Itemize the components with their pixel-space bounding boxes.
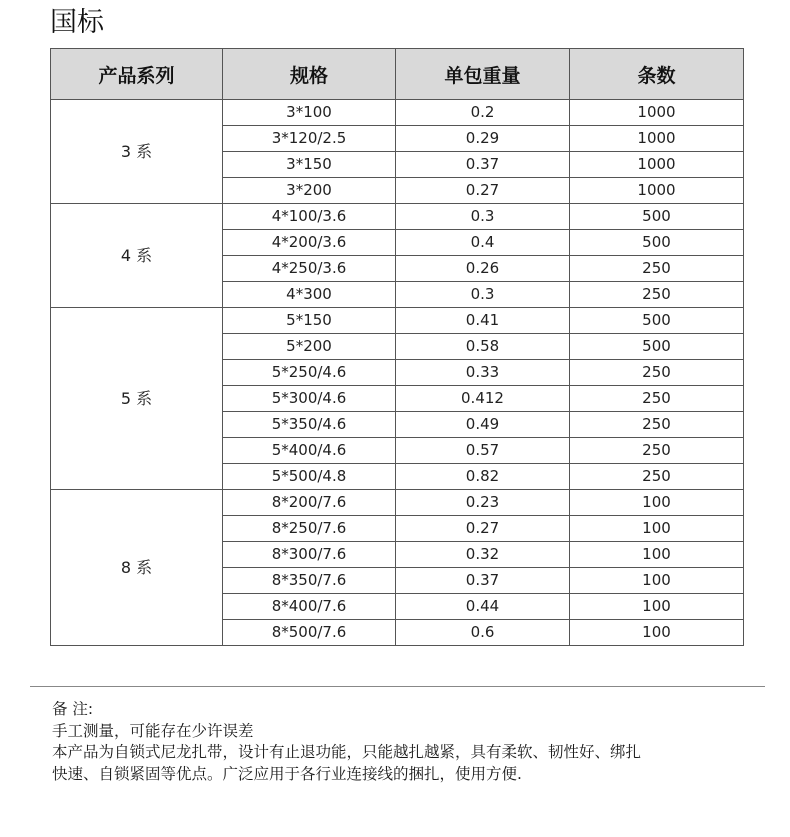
count-cell: 250 <box>570 256 744 282</box>
weight-cell: 0.37 <box>396 152 570 178</box>
count-cell: 1000 <box>570 178 744 204</box>
weight-cell: 0.2 <box>396 100 570 126</box>
count-cell: 250 <box>570 464 744 490</box>
header-count: 条数 <box>570 49 744 100</box>
count-cell: 100 <box>570 542 744 568</box>
series-cell: 3 系 <box>51 100 223 204</box>
spec-cell: 5*400/4.6 <box>223 438 396 464</box>
spec-cell: 8*400/7.6 <box>223 594 396 620</box>
spec-cell: 5*350/4.6 <box>223 412 396 438</box>
count-cell: 100 <box>570 620 744 646</box>
count-cell: 500 <box>570 334 744 360</box>
table-row <box>51 204 744 230</box>
notes-line-2: 本产品为自锁式尼龙扎带，设计有止退功能，只能越扎越紧，具有柔软、韧性好、绑扎 <box>52 743 642 761</box>
weight-cell: 0.412 <box>396 386 570 412</box>
header-weight: 单包重量 <box>396 49 570 100</box>
weight-cell: 0.4 <box>396 230 570 256</box>
series-cell: 4 系 <box>51 204 223 308</box>
spec-cell: 8*250/7.6 <box>223 516 396 542</box>
count-cell: 500 <box>570 204 744 230</box>
weight-cell: 0.3 <box>396 204 570 230</box>
weight-cell: 0.41 <box>396 308 570 334</box>
header-series: 产品系列 <box>51 49 223 100</box>
header-spec: 规格 <box>223 49 396 100</box>
spec-cell: 5*500/4.8 <box>223 464 396 490</box>
spec-cell: 5*250/4.6 <box>223 360 396 386</box>
table-header-row <box>51 49 744 100</box>
spec-cell: 4*300 <box>223 282 396 308</box>
weight-cell: 0.44 <box>396 594 570 620</box>
count-cell: 250 <box>570 386 744 412</box>
weight-cell: 0.29 <box>396 126 570 152</box>
weight-cell: 0.82 <box>396 464 570 490</box>
weight-cell: 0.37 <box>396 568 570 594</box>
weight-cell: 0.58 <box>396 334 570 360</box>
spec-cell: 4*200/3.6 <box>223 230 396 256</box>
count-cell: 250 <box>570 412 744 438</box>
table-row <box>51 100 744 126</box>
weight-cell: 0.6 <box>396 620 570 646</box>
spec-cell: 8*200/7.6 <box>223 490 396 516</box>
count-cell: 250 <box>570 282 744 308</box>
spec-table <box>50 48 744 646</box>
spec-cell: 8*350/7.6 <box>223 568 396 594</box>
spec-cell: 8*300/7.6 <box>223 542 396 568</box>
weight-cell: 0.33 <box>396 360 570 386</box>
weight-cell: 0.26 <box>396 256 570 282</box>
spec-cell: 3*150 <box>223 152 396 178</box>
count-cell: 1000 <box>570 126 744 152</box>
weight-cell: 0.27 <box>396 516 570 542</box>
weight-cell: 0.27 <box>396 178 570 204</box>
table-row <box>51 308 744 334</box>
spec-cell: 3*120/2.5 <box>223 126 396 152</box>
count-cell: 1000 <box>570 100 744 126</box>
weight-cell: 0.32 <box>396 542 570 568</box>
count-cell: 100 <box>570 490 744 516</box>
count-cell: 250 <box>570 360 744 386</box>
series-cell: 8 系 <box>51 490 223 646</box>
spec-cell: 3*100 <box>223 100 396 126</box>
count-cell: 500 <box>570 230 744 256</box>
table-body <box>51 100 744 646</box>
weight-cell: 0.3 <box>396 282 570 308</box>
spec-cell: 5*200 <box>223 334 396 360</box>
page-title: 国标 <box>50 7 104 38</box>
divider <box>30 686 765 687</box>
spec-cell: 4*100/3.6 <box>223 204 396 230</box>
count-cell: 1000 <box>570 152 744 178</box>
table-row <box>51 490 744 516</box>
count-cell: 100 <box>570 594 744 620</box>
count-cell: 500 <box>570 308 744 334</box>
spec-cell: 3*200 <box>223 178 396 204</box>
notes-line-3: 快速、自锁紧固等优点。广泛应用于各行业连接线的捆扎，使用方便. <box>52 764 522 783</box>
notes-label: 备 注: <box>52 700 94 718</box>
count-cell: 100 <box>570 516 744 542</box>
notes-line-1: 手工测量，可能存在少许误差 <box>52 721 254 740</box>
count-cell: 100 <box>570 568 744 594</box>
spec-cell: 5*300/4.6 <box>223 386 396 412</box>
spec-cell: 4*250/3.6 <box>223 256 396 282</box>
count-cell: 250 <box>570 438 744 464</box>
weight-cell: 0.57 <box>396 438 570 464</box>
weight-cell: 0.23 <box>396 490 570 516</box>
weight-cell: 0.49 <box>396 412 570 438</box>
notes-section <box>52 699 752 785</box>
spec-cell: 8*500/7.6 <box>223 620 396 646</box>
spec-cell: 5*150 <box>223 308 396 334</box>
series-cell: 5 系 <box>51 308 223 490</box>
